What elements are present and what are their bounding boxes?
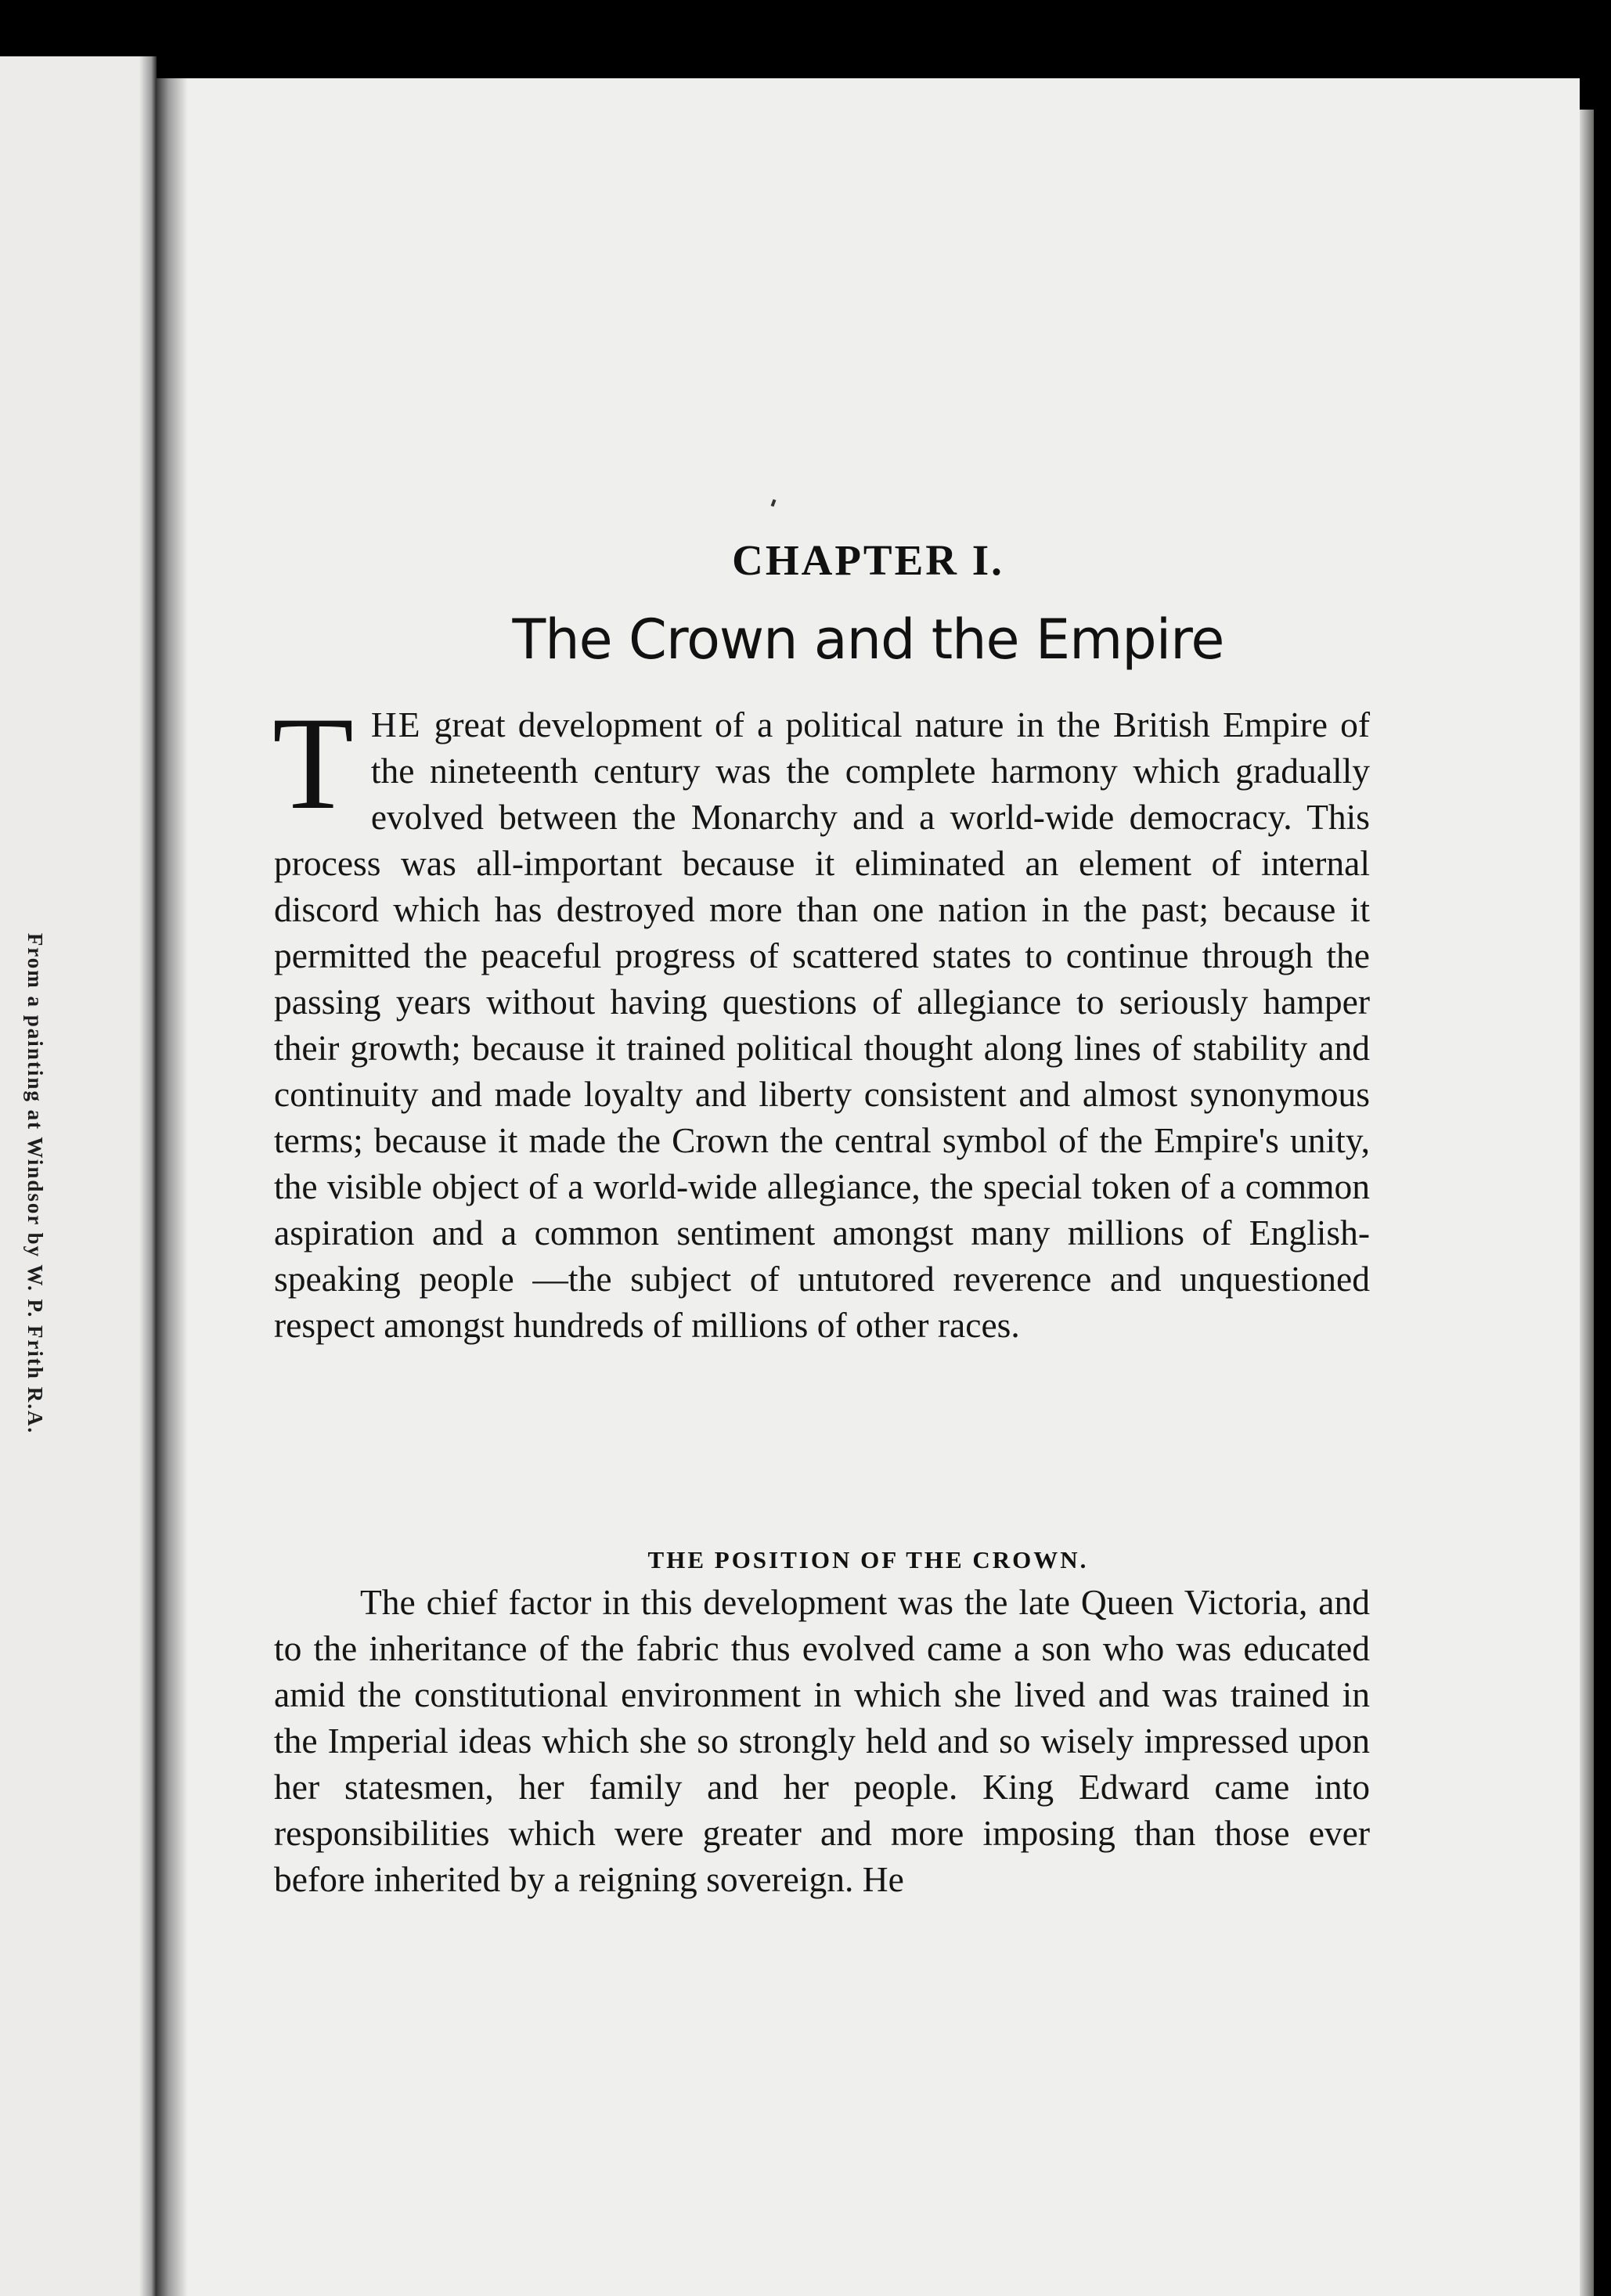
drop-cap: T: [272, 690, 354, 837]
page-edge: [1580, 110, 1594, 2296]
second-paragraph: The chief factor in this development was the late Queen Victoria, and to the inheritance of the fabric thus evolved came a son who was educated amid the constitutional environment in which she lived and was trained in the Imperial ideas which she so strongly held and so wisely impressed upon her statesmen, her family and her people. King Edward came into responsibilities which were greater and more imposing than those ever before inherited by a reigning sovereign. He: [274, 1582, 1370, 1899]
facing-page: [0, 56, 157, 2296]
gutter-shadow: [157, 78, 188, 2296]
opening-paragraph-text: great development of a political nature in the British Empire of the nineteenth century was the complete harmony which gradually evolved between the Monarchy and a world-wide democracy. This process was all-important because it eliminated an element of internal discord which has destroyed more than one nation in the past; because it permitted the peaceful progress of scattered states to continue through the passing years without having questions of allegiance to seriously hamper their growth; because it trained political thought along lines of stability and continuity and made loyalty and liberty consistent and almost synonymous terms; because it made the Crown the central symbol of the Empire's unity, the visible object of a world-wide allegiance, the special token of a common aspiration and a common sentiment amongst many millions of English-speaking people —the subject of untutored reverence and unquestioned respect amongst hundreds of millions of other races.: [274, 705, 1370, 1345]
chapter-title: The Crown and the Empire: [512, 607, 1224, 672]
opening-paragraph: [272, 690, 1370, 1348]
plate-caption: From a painting at Windsor by W. P. Frith R.A.: [23, 932, 47, 1435]
page-fold: [139, 56, 157, 2296]
chapter-label: CHAPTER I.: [732, 536, 1004, 584]
lead-caps: HE: [370, 705, 422, 744]
section-heading: THE POSITION OF THE CROWN.: [647, 1546, 1089, 1573]
